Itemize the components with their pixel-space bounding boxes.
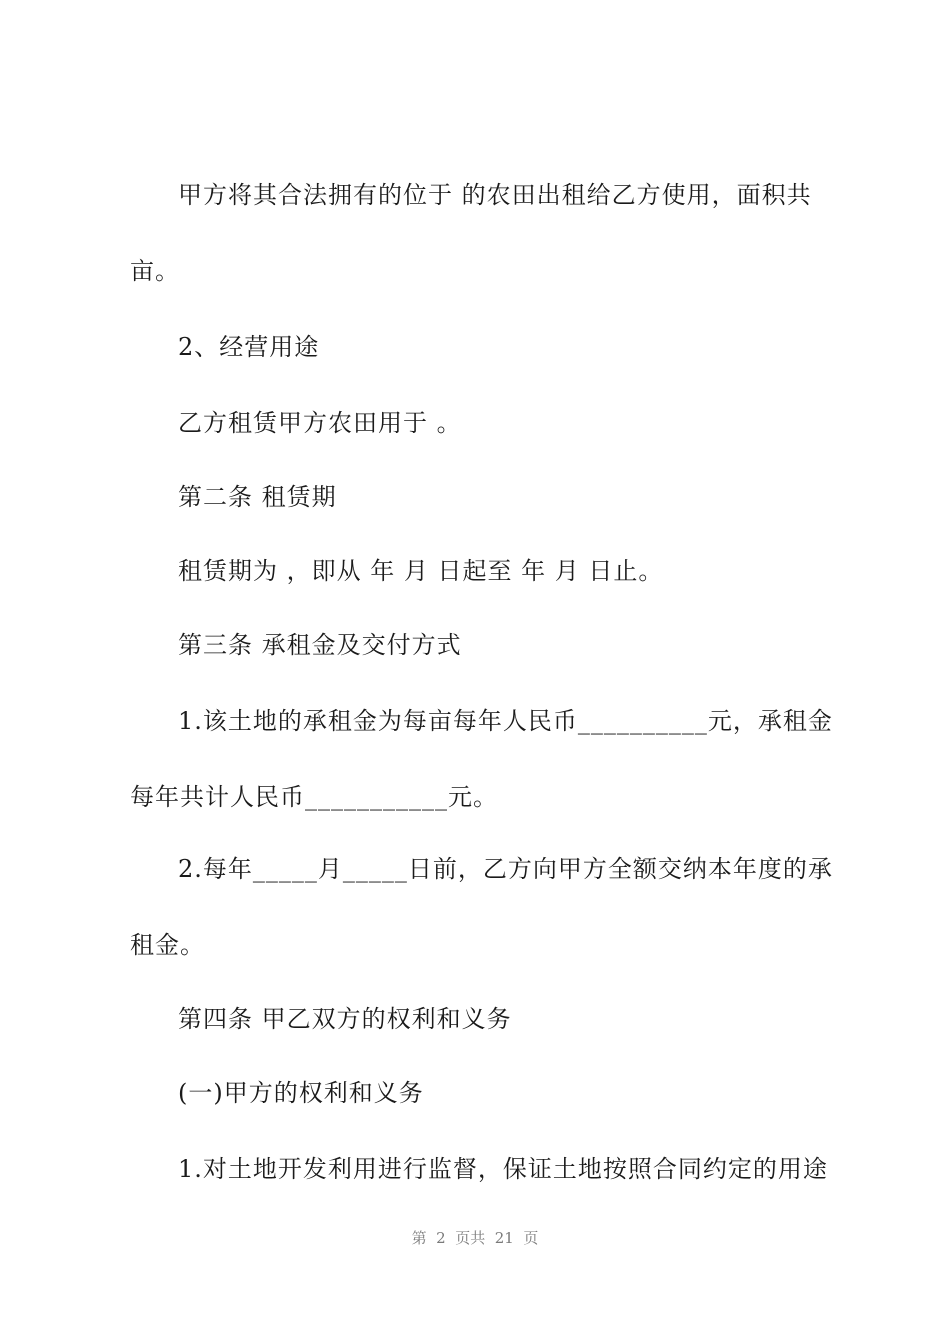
heading-business-use: 2、经营用途 — [178, 333, 320, 361]
paragraph-payment-end: 租金。 — [130, 931, 205, 959]
heading-article-two: 第二条 租赁期 — [178, 483, 337, 511]
paragraph-lease-term: 租赁期为 ，即从 年 月 日起至 年 月 日止。 — [178, 557, 664, 585]
heading-party-a-rights: (一)甲方的权利和义务 — [178, 1079, 424, 1107]
heading-article-four: 第四条 甲乙双方的权利和义务 — [178, 1005, 512, 1033]
page-footer: 第 2 页共 21 页 — [411, 1229, 539, 1247]
paragraph-area-unit: 亩。 — [130, 257, 180, 285]
paragraph-payment-date: 2.每年_____月_____日前，乙方向甲方全额交纳本年度的承 — [178, 855, 833, 883]
paragraph-land-location: 甲方将其合法拥有的位于 的农田出租给乙方使用，面积共 — [178, 181, 812, 209]
paragraph-lease-use: 乙方租赁甲方农田用于 。 — [178, 409, 462, 437]
heading-article-three: 第三条 承租金及交付方式 — [178, 631, 462, 659]
paragraph-rent-total: 每年共计人民币___________元。 — [130, 783, 498, 811]
paragraph-rent-per-mu: 1.该土地的承租金为每亩每年人民币__________元，承租金 — [178, 707, 833, 735]
paragraph-supervision: 1.对土地开发利用进行监督，保证土地按照合同约定的用途 — [178, 1155, 828, 1183]
